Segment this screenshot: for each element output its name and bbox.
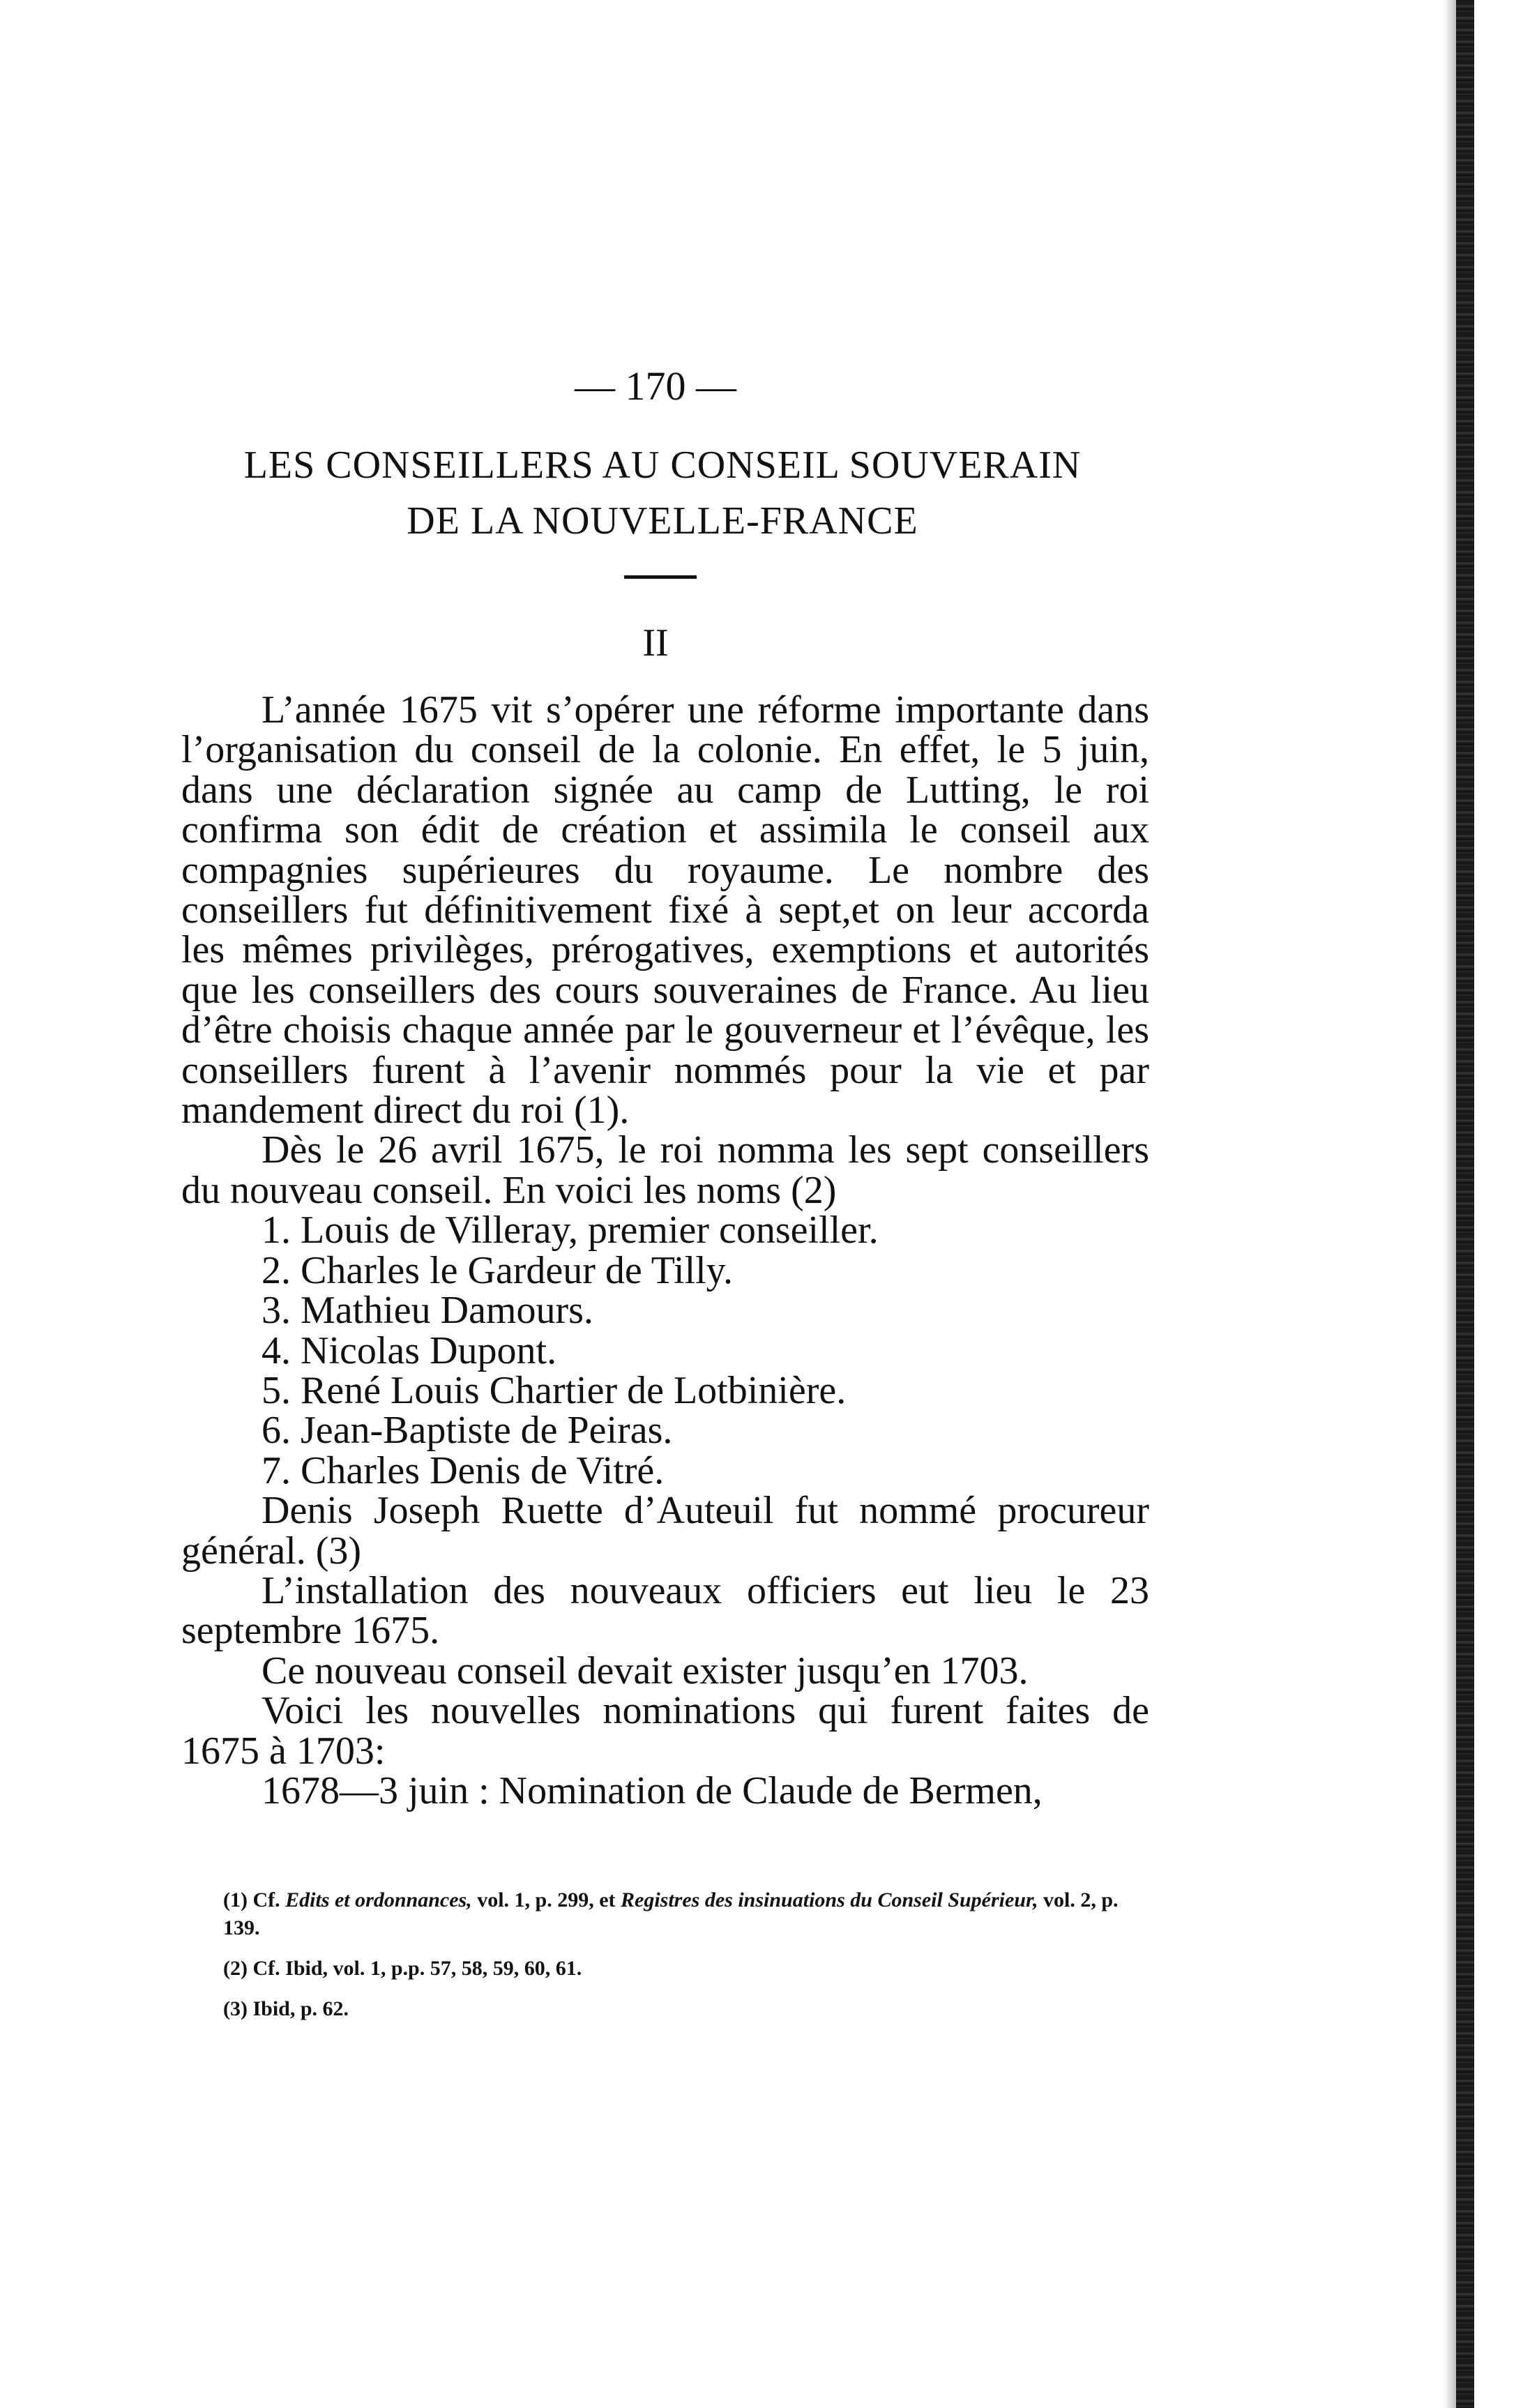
footnote-1-prefix: Cf.	[252, 1888, 280, 1911]
paragraph-4: L’installation des nouveaux officiers eut lieu le 23 septembre 1675.	[181, 1568, 1149, 1653]
paragraph-2-text: Dès le 26 avril 1675, le roi nomma les sept conseillers du nouveau conseil. En voici les noms	[181, 1128, 1149, 1212]
footnote-1-mark: (1)	[223, 1888, 248, 1911]
paragraph-1-text: L’année 1675 vit s’opérer une réforme importante dans l’organisation du conseil de la colonie. En effet, le 5 juin, dans une déclaration signée au camp de Lutting, le roi confirma son édit de création et assimila le conseil aux compagnies supérieures du royaume. Le nombre des conseillers fut définitivement fixé à sept,et on leur accorda les mêmes privilèges, prérogatives, exemptions et autorités que les conseillers des cours souveraines de France. Au lieu d’être choisis chaque année par le gouverneur et l’évêque, les conseillers furent à l’avenir nommés pour la vie et par mandement direct du roi	[181, 688, 1149, 1133]
list-item: 6. Jean-Baptiste de Peiras.	[262, 1409, 673, 1453]
page-number: — 170 —	[575, 363, 736, 409]
chapter-title-line-2: DE LA NOUVELLE-FRANCE	[407, 499, 918, 543]
list-item: 7. Charles Denis de Vitré.	[262, 1448, 665, 1492]
page-edge-shadow	[1444, 0, 1456, 2408]
footnote-ref-3: (3)	[315, 1529, 362, 1573]
footnote-3-mark: (3)	[223, 1997, 248, 2020]
footnote-2	[181, 1955, 1149, 1983]
title-divider	[624, 575, 697, 579]
body-text	[181, 690, 1149, 1811]
paragraph-7: 1678—3 juin : Nomination de Claude de Bermen,	[262, 1769, 1043, 1812]
book-binding-edge	[1456, 0, 1474, 2408]
footnote-3	[181, 1995, 1149, 2023]
paragraph-3-text: Denis Joseph Ruette d’Auteuil fut nommé procureur général.	[181, 1489, 1149, 1573]
paragraph-6: Voici les nouvelles nominations qui furent faites de 1675 à 1703:	[181, 1689, 1149, 1773]
paragraph-1	[181, 688, 1149, 1133]
paragraph-5: Ce nouveau conseil devait exister jusqu’en 1703.	[262, 1649, 1029, 1693]
footnote-1-mid: vol. 1, p. 299, et	[477, 1888, 616, 1911]
footnote-3-text: Ibid, p. 62.	[252, 1997, 349, 2020]
footnote-1-suffix: vol. 2, p. 139.	[223, 1888, 1119, 1939]
footnote-1-title-2: Registres des insinuations du Conseil Supérieur,	[621, 1888, 1038, 1911]
section-numeral: II	[642, 621, 669, 665]
councillor-list	[181, 1211, 1149, 1491]
footnote-2-text: Cf. Ibid, vol. 1, p.p. 57, 58, 59, 60, 61.	[252, 1957, 582, 1980]
footnotes	[181, 1886, 1149, 2036]
list-item: 2. Charles le Gardeur de Tilly.	[262, 1248, 734, 1292]
paragraph-2	[181, 1130, 1149, 1211]
list-item: 4. Nicolas Dupont.	[262, 1328, 557, 1372]
footnote-ref-2: (2)	[791, 1168, 837, 1212]
footnote-1-title-1: Edits et ordonnances,	[285, 1888, 472, 1911]
list-item: 1. Louis de Villeray, premier conseiller.	[262, 1209, 879, 1252]
footnote-1	[181, 1886, 1149, 1942]
footnote-2-mark: (2)	[223, 1957, 248, 1980]
footnote-ref-1: (1).	[573, 1089, 630, 1133]
list-item: 3. Mathieu Damours.	[262, 1289, 593, 1333]
list-item: 5. René Louis Chartier de Lotbinière.	[262, 1368, 847, 1412]
chapter-title-line-1: LES CONSEILLERS AU CONSEIL SOUVERAIN	[243, 444, 1082, 487]
paragraph-3	[181, 1491, 1149, 1571]
